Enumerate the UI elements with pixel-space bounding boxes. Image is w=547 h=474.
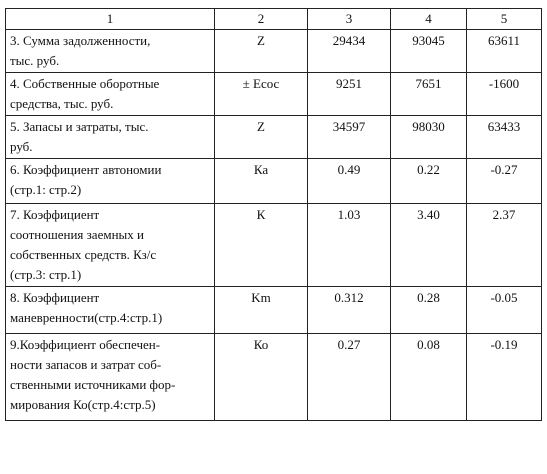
value-cell-col4: 7651 <box>391 73 467 116</box>
value-cell-col5: 63611 <box>467 30 542 73</box>
indicator-line: собственных средств. Кз/с <box>10 247 157 262</box>
designation-cell: Z <box>215 30 308 73</box>
table-header-row <box>6 9 542 30</box>
designation-cell: Ка <box>215 159 308 204</box>
designation-cell: К <box>215 204 308 287</box>
indicator-line: мирования Ко(стр.4:стр.5) <box>10 397 156 412</box>
value-cell-col4: 0.22 <box>391 159 467 204</box>
value-cell-col5: -0.19 <box>467 334 542 421</box>
value-cell-col4: 3.40 <box>391 204 467 287</box>
indicator-line: руб. <box>10 139 33 154</box>
table-row <box>6 334 542 421</box>
indicator-line: тыс. руб. <box>10 53 60 68</box>
indicator-cell <box>6 159 215 204</box>
designation-cell: Km <box>215 287 308 334</box>
value-cell-col3: 34597 <box>308 116 391 159</box>
indicator-line: 4. Собственные оборотные <box>10 76 160 91</box>
indicator-line: соотношения заемных и <box>10 227 144 242</box>
table-row <box>6 287 542 334</box>
indicator-line: 9.Коэффициент обеспечен- <box>10 337 161 352</box>
indicator-line: 6. Коэффициент автономии <box>10 162 162 177</box>
table-row <box>6 30 542 73</box>
indicator-line: 5. Запасы и затраты, тыс. <box>10 119 149 134</box>
value-cell-col5: -0.27 <box>467 159 542 204</box>
value-cell-col3: 0.49 <box>308 159 391 204</box>
indicator-line: ности запасов и затрат соб- <box>10 357 162 372</box>
value-cell-col3: 0.27 <box>308 334 391 421</box>
designation-cell: ± Eсос <box>215 73 308 116</box>
value-cell-col4: 93045 <box>391 30 467 73</box>
header-cell-5: 5 <box>467 9 542 30</box>
header-cell-3: 3 <box>308 9 391 30</box>
table-row <box>6 159 542 204</box>
value-cell-col3: 9251 <box>308 73 391 116</box>
indicator-line: маневренности(стр.4:стр.1) <box>10 310 163 325</box>
table-row <box>6 204 542 287</box>
value-cell-col4: 0.28 <box>391 287 467 334</box>
value-cell-col4: 98030 <box>391 116 467 159</box>
indicator-line: (стр.1: стр.2) <box>10 182 82 197</box>
indicator-cell <box>6 204 215 287</box>
indicator-line: ственными источниками фор- <box>10 377 176 392</box>
table-row <box>6 116 542 159</box>
document-page <box>5 8 541 468</box>
indicator-line: (стр.3: стр.1) <box>10 267 82 282</box>
financial-indicators-table <box>5 8 542 421</box>
indicator-line: 8. Коэффициент <box>10 290 100 305</box>
value-cell-col5: -0.05 <box>467 287 542 334</box>
designation-cell: Z <box>215 116 308 159</box>
designation-cell: Ко <box>215 334 308 421</box>
indicator-line: 3. Сумма задолженности, <box>10 33 151 48</box>
value-cell-col5: 2.37 <box>467 204 542 287</box>
indicator-cell <box>6 287 215 334</box>
table-row <box>6 73 542 116</box>
indicator-line: средства, тыс. руб. <box>10 96 114 111</box>
indicator-cell <box>6 334 215 421</box>
indicator-cell <box>6 73 215 116</box>
value-cell-col5: -1600 <box>467 73 542 116</box>
value-cell-col3: 29434 <box>308 30 391 73</box>
header-cell-4: 4 <box>391 9 467 30</box>
indicator-cell <box>6 30 215 73</box>
indicator-line: 7. Коэффициент <box>10 207 100 222</box>
value-cell-col3: 0.312 <box>308 287 391 334</box>
header-cell-2: 2 <box>215 9 308 30</box>
value-cell-col4: 0.08 <box>391 334 467 421</box>
indicator-cell <box>6 116 215 159</box>
value-cell-col5: 63433 <box>467 116 542 159</box>
header-cell-1: 1 <box>6 9 215 30</box>
value-cell-col3: 1.03 <box>308 204 391 287</box>
